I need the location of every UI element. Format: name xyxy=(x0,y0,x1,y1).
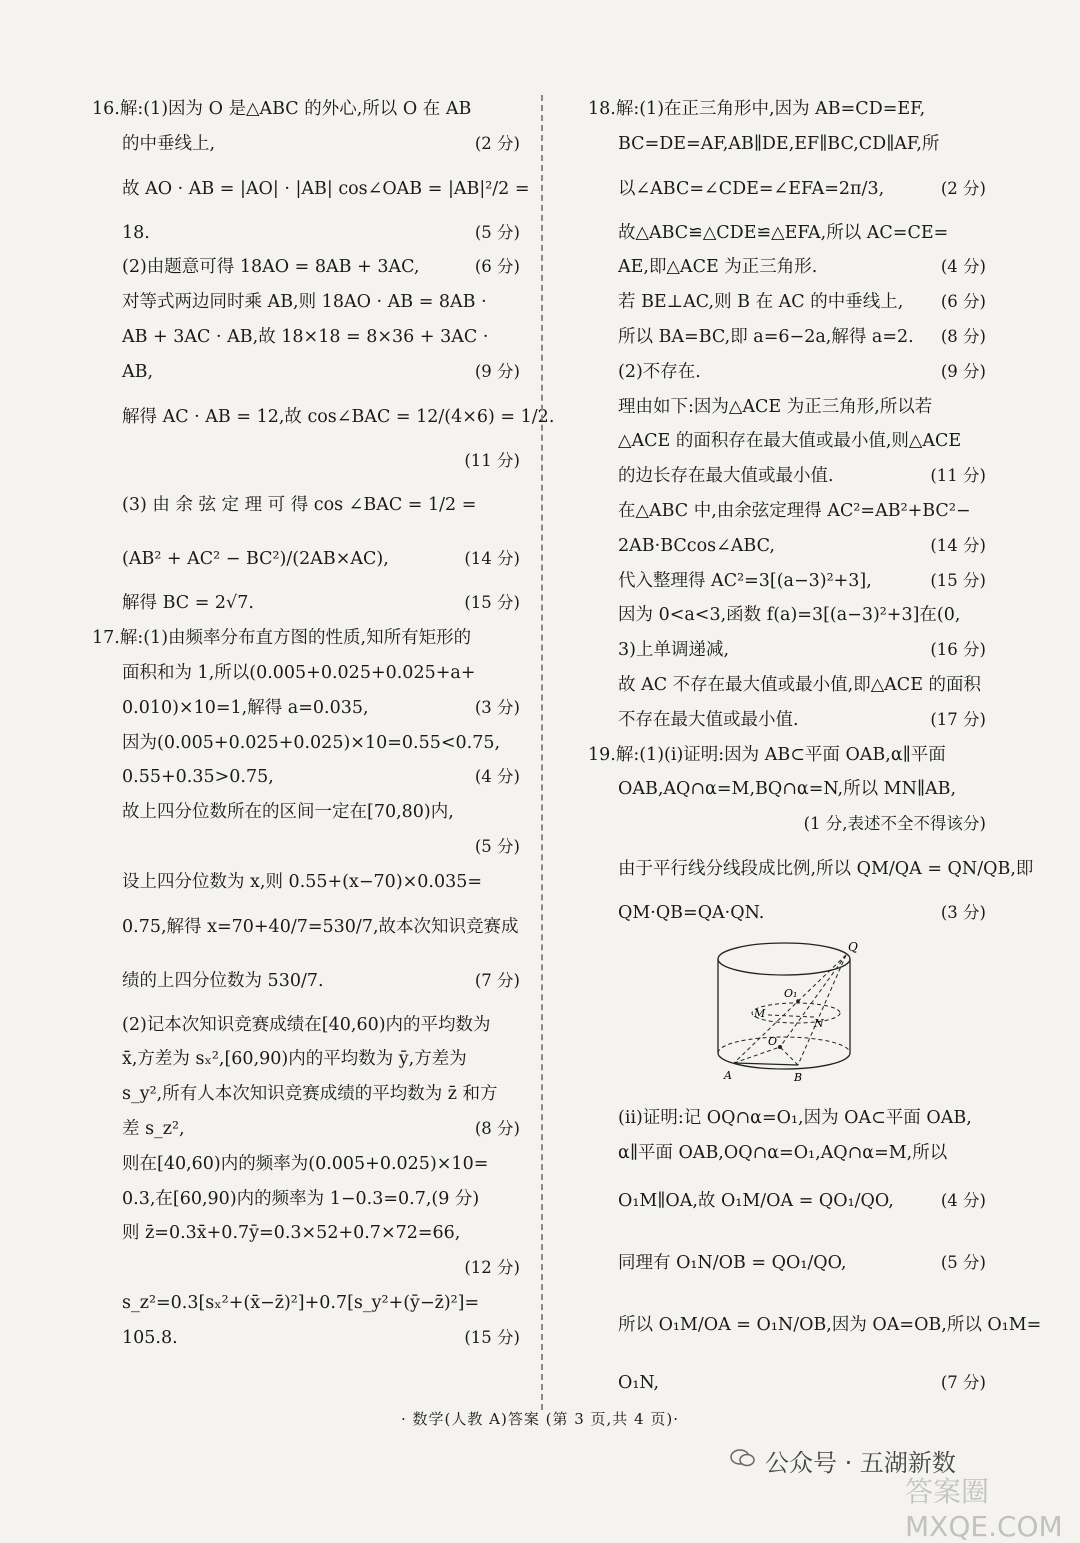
score-mark: (8 分) xyxy=(474,1118,520,1138)
label-o: O xyxy=(768,1034,778,1048)
line-text: 不存在最大值或最小值. xyxy=(618,709,799,730)
label-b: B xyxy=(794,1070,803,1084)
line-text: 18. xyxy=(122,222,150,243)
line-text: (3) 由 余 弦 定 理 可 得 cos ∠BAC = 1/2 = xyxy=(122,495,477,516)
line-text: 绩的上四分位数为 530/7. xyxy=(122,970,324,991)
score-mark: (6 分) xyxy=(940,292,986,312)
score-mark: (6 分) xyxy=(474,257,520,277)
line-text: 18.解:(1)在正三角形中,因为 AB=CD=EF, xyxy=(588,99,926,119)
text-line xyxy=(92,900,520,954)
line-text: x̄,方差为 sₓ²,[60,90)内的平均数为 ȳ,方差为 xyxy=(122,1049,467,1070)
text-line xyxy=(92,865,520,900)
text-line xyxy=(92,1321,520,1356)
label-o1: O₁ xyxy=(784,986,798,1000)
score-mark: (12 分) xyxy=(464,1258,520,1278)
watermark-account: 公众号 · 五湖新数 xyxy=(765,1449,956,1477)
text-line xyxy=(92,1147,520,1182)
text-line xyxy=(588,390,986,425)
line-text: 的中垂线上, xyxy=(122,133,216,154)
line-text: (2)由题意可得 18AO = 8AB + 3AC, xyxy=(122,257,420,278)
text-line xyxy=(588,1232,986,1294)
line-text: AE,即△ACE 为正三角形. xyxy=(618,257,818,278)
line-text: 故上四分位数所在的区间一定在[70,80)内, xyxy=(122,802,454,823)
line-text: 0.75,解得 x=70+40/7=530/7,故本次知识竞赛成 xyxy=(122,916,519,937)
cylinder-diagram xyxy=(706,931,876,1101)
cylinder-figure xyxy=(588,931,986,1101)
text-line xyxy=(92,127,520,162)
score-mark: (14 分) xyxy=(464,549,520,569)
text-line xyxy=(588,703,986,738)
line-text: 2AB·BCcos∠ABC, xyxy=(618,535,775,556)
column-divider xyxy=(541,95,543,1410)
text-line xyxy=(92,760,520,795)
text-line xyxy=(92,954,520,1008)
text-line xyxy=(588,459,986,494)
text-line xyxy=(92,656,520,691)
line-text: 因为 0<a<3,函数 f(a)=3[(a−3)²+3]在(0, xyxy=(618,605,961,626)
text-line xyxy=(588,92,986,127)
line-text: s_y²,所有人本次知识竞赛成绩的平均数为 z̄ 和方 xyxy=(122,1084,498,1105)
text-line xyxy=(588,1136,986,1171)
text-line xyxy=(588,1101,986,1136)
right-column-top xyxy=(588,92,1034,931)
score-mark: (16 分) xyxy=(930,640,986,660)
line-text: BC=DE=AF,AB∥DE,EF∥BC,CD∥AF,所 xyxy=(618,133,940,154)
line-text: 的边长存在最大值或最小值. xyxy=(618,466,834,487)
right-column-bottom xyxy=(588,1101,1042,1411)
score-mark: (1 分,表述不全不得该分) xyxy=(803,814,986,834)
text-line xyxy=(92,1286,520,1321)
score-mark: (17 分) xyxy=(930,709,986,729)
text-line xyxy=(588,896,986,931)
score-mark: (15 分) xyxy=(464,1327,520,1347)
text-line xyxy=(588,1356,986,1410)
line-text: 3)上单调递减, xyxy=(618,640,730,661)
text-line xyxy=(588,1170,986,1232)
text-line xyxy=(588,668,986,703)
line-text: 所以 O₁M/OA = O₁N/OB,因为 OA=OB,所以 O₁M= xyxy=(618,1315,1042,1336)
text-line xyxy=(92,285,520,320)
text-line xyxy=(92,1042,520,1077)
line-text: (2)不存在. xyxy=(618,361,701,382)
text-line xyxy=(92,1251,520,1286)
line-text: O₁N, xyxy=(618,1373,660,1394)
line-text: 理由如下:因为△ACE 为正三角形,所以若 xyxy=(618,396,933,417)
text-line xyxy=(588,738,986,773)
text-line xyxy=(92,795,520,830)
text-line xyxy=(588,807,986,842)
text-line xyxy=(92,1216,520,1251)
score-mark: (4 分) xyxy=(474,767,520,787)
score-mark: (11 分) xyxy=(464,450,520,470)
score-mark: (15 分) xyxy=(464,593,520,613)
text-line xyxy=(588,320,986,355)
line-text: 代入整理得 AC²=3[(a−3)²+3], xyxy=(618,570,872,591)
score-mark: (5 分) xyxy=(940,1253,986,1273)
score-mark: (8 分) xyxy=(940,326,986,346)
text-line xyxy=(92,92,520,127)
text-line xyxy=(92,216,520,251)
line-text: 差 s_z², xyxy=(122,1118,185,1139)
line-text: (2)记本次知识竞赛成绩在[40,60)内的平均数为 xyxy=(122,1014,491,1035)
text-line xyxy=(92,532,520,586)
text-line xyxy=(588,564,986,599)
text-line xyxy=(92,250,520,285)
score-mark: (9 分) xyxy=(940,361,986,381)
text-line xyxy=(92,390,555,444)
line-text: 对等式两边同时乘 AB,则 18AO · AB = 8AB · xyxy=(122,292,487,313)
text-line xyxy=(92,1112,520,1147)
line-text: 同理有 O₁N/OB = QO₁/QO, xyxy=(618,1253,847,1274)
text-line xyxy=(588,529,986,564)
text-line xyxy=(588,772,986,807)
right-column xyxy=(588,92,1042,1410)
text-line xyxy=(588,1294,1042,1356)
text-line xyxy=(588,216,986,251)
score-mark: (3 分) xyxy=(474,697,520,717)
text-line xyxy=(588,250,986,285)
line-text: O₁M∥OA,故 O₁M/OA = QO₁/QO, xyxy=(618,1191,894,1212)
text-line xyxy=(588,355,986,390)
label-m: M xyxy=(754,1006,766,1020)
line-text: 0.3,在[60,90)内的频率为 1−0.3=0.7,(9 分) xyxy=(122,1188,480,1209)
line-text: 若 BE⊥AC,则 B 在 AC 的中垂线上, xyxy=(618,292,904,313)
score-mark: (11 分) xyxy=(930,466,986,486)
score-mark: (7 分) xyxy=(940,1373,986,1393)
text-line xyxy=(92,320,520,355)
line-text: 19.解:(1)(ⅰ)证明:因为 AB⊂平面 OAB,α∥平面 xyxy=(588,744,946,765)
text-line xyxy=(92,478,520,532)
line-text: AB + 3AC · AB,故 18×18 = 8×36 + 3AC · xyxy=(122,326,489,347)
line-text: QM·QB=QA·QN. xyxy=(618,902,765,923)
score-mark: (4 分) xyxy=(940,1191,986,1211)
line-text: OAB,AQ∩α=M,BQ∩α=N,所以 MN∥AB, xyxy=(618,779,957,800)
line-text: 以∠ABC=∠CDE=∠EFA=2π/3, xyxy=(618,178,885,199)
left-column xyxy=(92,92,555,1356)
score-mark: (2 分) xyxy=(474,133,520,153)
line-text: 解得 AC · AB = 12,故 cos∠BAC = 12/(4×6) = 1/2. xyxy=(122,406,555,427)
line-text: 105.8. xyxy=(122,1327,178,1348)
line-text: 所以 BA=BC,即 a=6−2a,解得 a=2. xyxy=(618,326,914,347)
text-line xyxy=(588,598,986,633)
line-text: α∥平面 OAB,OQ∩α=O₁,AQ∩α=M,所以 xyxy=(618,1142,948,1163)
text-line xyxy=(588,285,986,320)
line-text: 0.010)×10=1,解得 a=0.035, xyxy=(122,697,369,718)
text-line xyxy=(92,691,520,726)
text-line xyxy=(588,842,1034,896)
line-text: 设上四分位数为 x,则 0.55+(x−70)×0.035= xyxy=(122,871,483,892)
score-mark: (9 分) xyxy=(474,361,520,381)
line-text: (ⅱ)证明:记 OQ∩α=O₁,因为 OA⊂平面 OAB, xyxy=(618,1107,972,1128)
score-mark: (2 分) xyxy=(940,178,986,198)
wechat-icon xyxy=(730,1448,756,1468)
line-text: s_z²=0.3[sₓ²+(x̄−z̄)²]+0.7[s_y²+(ȳ−z̄)²]= xyxy=(122,1292,480,1313)
line-text: 故 AC 不存在最大值或最小值,即△ACE 的面积 xyxy=(618,674,982,695)
line-text: 16.解:(1)因为 O 是△ABC 的外心,所以 O 在 AB xyxy=(92,99,472,119)
line-text: 在△ABC 中,由余弦定理得 AC²=AB²+BC²− xyxy=(618,500,971,521)
line-text: △ACE 的面积存在最大值或最小值,则△ACE xyxy=(618,431,962,452)
line-text: 故 AO · AB = |AO| · |AB| cos∠OAB = |AB|²/2 = xyxy=(122,178,530,199)
score-mark: (4 分) xyxy=(940,257,986,277)
text-line xyxy=(92,444,520,479)
text-line xyxy=(588,633,986,668)
score-mark: (3 分) xyxy=(940,902,986,922)
text-line xyxy=(92,355,520,390)
text-line xyxy=(588,494,986,529)
text-line xyxy=(92,162,530,216)
line-text: 解得 BC = 2√7. xyxy=(122,593,254,614)
text-line xyxy=(588,127,986,162)
score-mark: (5 分) xyxy=(474,222,520,242)
text-line xyxy=(92,621,520,656)
score-mark: (7 分) xyxy=(474,970,520,990)
label-n: N xyxy=(814,1016,824,1030)
text-line xyxy=(92,1008,520,1043)
text-line xyxy=(588,162,986,216)
score-mark: (15 分) xyxy=(930,570,986,590)
watermark-site: 答案圈 MXQE.COM xyxy=(905,1475,1063,1543)
line-text: (AB² + AC² − BC²)/(2AB×AC), xyxy=(122,549,389,570)
text-line xyxy=(92,830,520,865)
text-line xyxy=(92,1182,520,1217)
text-line xyxy=(92,726,520,761)
line-text: 因为(0.005+0.025+0.025)×10=0.55<0.75, xyxy=(122,732,501,753)
line-text: 面积和为 1,所以(0.005+0.025+0.025+a+ xyxy=(122,662,476,683)
line-text: AB, xyxy=(122,361,154,382)
text-line xyxy=(92,586,520,621)
line-text: 则 z̄=0.3x̄+0.7ȳ=0.3×52+0.7×72=66, xyxy=(122,1223,461,1244)
line-text: 故△ABC≌△CDE≌△EFA,所以 AC=CE= xyxy=(618,222,949,243)
line-text: 则在[40,60)内的频率为(0.005+0.025)×10= xyxy=(122,1153,489,1174)
score-mark: (5 分) xyxy=(474,836,520,856)
label-q: Q xyxy=(848,939,858,954)
text-line xyxy=(588,424,986,459)
text-line xyxy=(92,1077,520,1112)
line-text: 0.55+0.35>0.75, xyxy=(122,767,274,788)
line-text: 17.解:(1)由频率分布直方图的性质,知所有矩形的 xyxy=(92,628,472,649)
page-footer: · 数学(人教 A)答案 (第 3 页,共 4 页)· xyxy=(400,1410,679,1428)
label-a: A xyxy=(724,1068,732,1082)
score-mark: (14 分) xyxy=(930,535,986,555)
line-text: 由于平行线分线段成比例,所以 QM/QA = QN/QB,即 xyxy=(618,858,1034,879)
